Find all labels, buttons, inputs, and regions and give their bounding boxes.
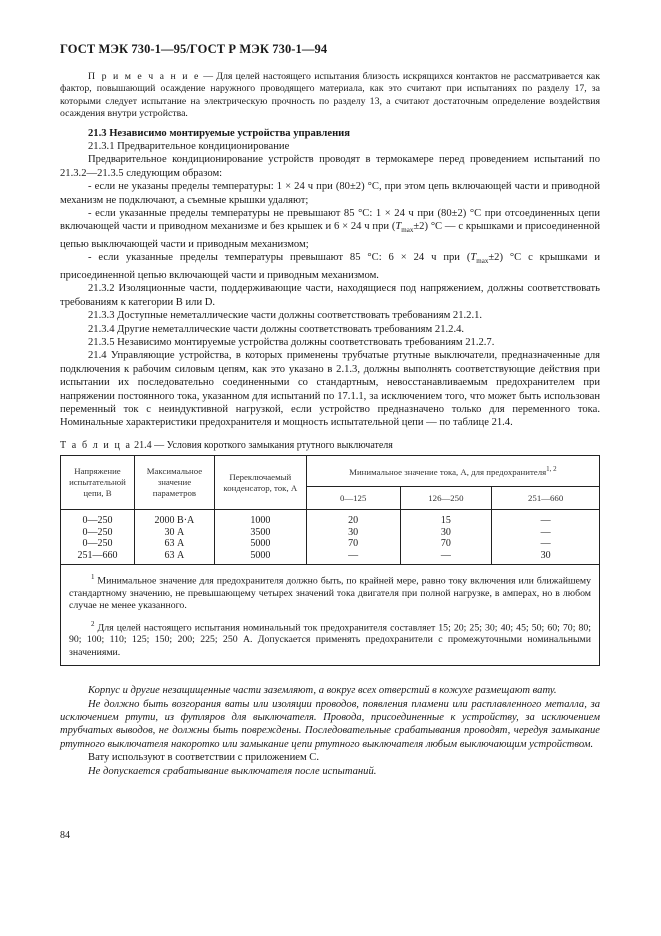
section-title: 21.3 Независимо монтируемые устройства управления <box>88 127 351 139</box>
header-range-2: 126—250 <box>400 487 492 510</box>
table-cell: 30 <box>400 527 492 539</box>
table-cell: 0—250 <box>61 527 135 539</box>
note-text: — Для целей настоящего испытания близость искрящихся контактов не рассматривается как фактор, повышающий осаждение наружного проводящего материала, как это считают при испытаниях по разделу 17, за которыми следует испытание на электрическую прочность по разделу 13, а считают достаточным определение воздействия осаждения внутри устройства. <box>60 71 600 120</box>
header-range-1: 0—125 <box>306 487 400 510</box>
header-max-value: Максимальное значение параметров <box>134 456 214 510</box>
paragraph-no-limits: - если не указаны пределы температуры: 1 × 24 ч при (80±2) °С, при этом цепь включающей части и приводной механизм не подключают, а съемные крышки удаляют; <box>60 181 600 206</box>
footnote-2-sup: 2 <box>91 619 95 628</box>
header-min-current-sup: 1, 2 <box>546 465 557 474</box>
table-cell: — <box>306 550 400 565</box>
paragraph-21-3-3: 21.3.3 Доступные неметаллические части должны соответствовать требованиям 21.2.1. <box>88 310 483 322</box>
table-caption-label: Т а б л и ц а <box>60 439 132 451</box>
paragraph-21-4: 21.4 Управляющие устройства, в которых применены трубчатые ртутные выключатели, предназначенные для подключения к рабочим силовым цепям, как это указано в 2.1.3, должны выполнять соответствующие действия при испытании их последовательно соединенными со стандартным, невосстанавливаемым предохранителем при напряжении постоянного тока, указанном для испытаний по 17.1.1, за исключением того, что может быть использован переменный ток с неиндуктивной нагрузкой, если устройство предназначено только для переменного тока. Номинальные характеристики предохранителя и мощность испытательной цепи — по таблице 21.4. <box>60 350 600 429</box>
paragraph-21-3-1: 21.3.1 Предварительное кондиционирование <box>88 141 290 153</box>
table-cell: 63 А <box>134 538 214 550</box>
table-cell: 63 А <box>134 550 214 565</box>
page-header: ГОСТ МЭК 730-1—95/ГОСТ Р МЭК 730-1—94 <box>60 42 328 56</box>
table-body <box>61 510 600 565</box>
text-part: - если указанные пределы температуры не превышают 85 °С: 1 × 24 ч при (80±2) °С при отсоединенных цепи включающей части и приводном механизме и без крышек и 6 × 24 ч при ( <box>60 208 600 233</box>
header-capacitor: Переключаемый конденсатор, ток, А <box>214 456 306 510</box>
table-row <box>61 510 600 527</box>
table-cell: 5000 <box>214 538 306 550</box>
table-cell: 30 <box>306 527 400 539</box>
t-symbol: T <box>395 221 402 233</box>
table-cell: — <box>492 538 600 550</box>
table-cell: 0—250 <box>61 510 135 527</box>
table-cell: 5000 <box>214 550 306 565</box>
footnote-2-text: Для целей настоящего испытания номинальный ток предохранителя составляет 15; 20; 25; 30; 40; 45; 50; 60; 70; 80; 90; 100; 110; 125; 150; 200; 225; 250 А. Допускается применять предохранители с промежуточными номинальными значениями. <box>69 621 591 658</box>
paragraph-cotton: Вату используют в соответствии с приложением С. <box>88 752 320 764</box>
paragraph-no-operation: Не допускается срабатывание выключателя после испытаний. <box>88 765 377 777</box>
footnote-1-text: Минимальное значение для предохранителя должно быть, по крайней мере, равно току включения или ближайшему стандартному значению, не превышающему четырех значений тока двигателя при полной нагрузке, в амперах, но в любом случае не менее указанного. <box>69 575 591 612</box>
table-row <box>61 538 600 550</box>
table-cell: 20 <box>306 510 400 527</box>
note-label: П р и м е ч а н и е <box>88 71 200 82</box>
paragraph-21-3-5: 21.3.5 Независимо монтируемые устройства должны соответствовать требованиям 21.2.7. <box>88 336 495 348</box>
table-cell: 3500 <box>214 527 306 539</box>
table-cell: 0—250 <box>61 538 135 550</box>
table-row <box>61 550 600 565</box>
document-page <box>60 42 600 778</box>
table-cell: 70 <box>400 538 492 550</box>
footnote-1 <box>69 571 591 612</box>
t-subscript: max <box>401 226 414 235</box>
header-range-3: 251—660 <box>492 487 600 510</box>
table-cell: 30 А <box>134 527 214 539</box>
table-cell: — <box>492 510 600 527</box>
t-subscript: max <box>476 257 489 266</box>
short-circuit-table <box>60 455 600 666</box>
footnote-2 <box>69 618 591 659</box>
table-cell: 15 <box>400 510 492 527</box>
header-min-current <box>306 456 599 487</box>
table-cell: 251—660 <box>61 550 135 565</box>
table-row <box>61 527 600 539</box>
text-part: ±2) °С — с крышками и присоединенной цепью выключающей части и приводным механизмом; <box>60 221 601 250</box>
table-cell: 1000 <box>214 510 306 527</box>
footnote-1-sup: 1 <box>91 573 95 582</box>
table-caption <box>60 439 600 452</box>
paragraph-no-ignition: Не должно быть возгорания ваты или изоляции проводов, появления пламени или расплавленного металла, за исключением ртути, из футляров для выключателя. Провода, присоединенные к устройству, за исключением трубчатых выводов, не должны быть повреждены. Последовательные срабатывания проводят, чередуя замыкание ртутного выключателя накоротко или замыкание цепи ртутного выключателя любым выключающим устройством. <box>60 698 600 750</box>
text-part: ±2) °С с крышками и присоединенной цепью включающей части и приводным механизмом. <box>60 252 601 281</box>
table-cell: 30 <box>492 550 600 565</box>
paragraph-limits-le85 <box>60 207 600 251</box>
header-voltage: Напряжение испытательной цепи, В <box>61 456 135 510</box>
table-cell: — <box>492 527 600 539</box>
header-min-current-text: Минимальное значение тока, А, для предохранителя <box>349 467 547 478</box>
paragraph-preconditioning: Предварительное кондиционирование устройств проводят в термокамере перед проведением испытаний по 21.3.2—21.3.5 следующим образом: <box>60 154 600 179</box>
paragraph-limits-gt85 <box>60 251 600 282</box>
table-footnotes <box>61 565 600 666</box>
paragraph-21-3-4: 21.3.4 Другие неметаллические части должны соответствовать требованиям 21.2.4. <box>88 323 465 335</box>
paragraph-grounding: Корпус и другие незащищенные части заземляют, а вокруг всех отверстий в кожухе размещают вату. <box>88 685 557 697</box>
paragraph-21-3-2: 21.3.2 Изоляционные части, поддерживающие части, находящиеся под напряжением, должны соответствовать требованиям к категории В или D. <box>60 283 600 308</box>
note-paragraph <box>60 71 600 121</box>
table-cell: 2000 В·А <box>134 510 214 527</box>
page-number: 84 <box>60 830 70 841</box>
t-symbol: T <box>470 252 477 264</box>
table-cell: — <box>400 550 492 565</box>
table-cell: 70 <box>306 538 400 550</box>
text-part: - если указанные пределы температуры превышают 85 °С: 6 × 24 ч при ( <box>88 252 471 264</box>
table-caption-text: 21.4 — Условия короткого замыкания ртутного выключателя <box>131 439 393 451</box>
